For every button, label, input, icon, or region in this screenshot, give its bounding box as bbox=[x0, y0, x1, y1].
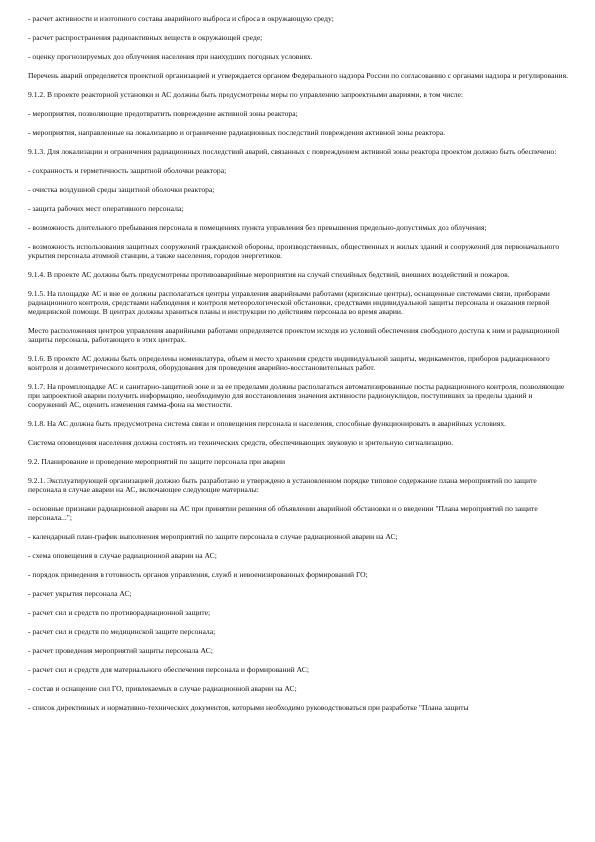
list-item: - схема оповещения в случае радиационной аварии на АС; bbox=[28, 551, 217, 560]
list-item: - расчет распространения радиоактивных веществ в окружающей среде; bbox=[28, 33, 263, 42]
list-item: - очистка воздушной среды защитной оболочки реактора; bbox=[28, 185, 215, 194]
paragraph: 9.2.1. Эксплуатирующей организацией должно быть разработано и утверждено в установленном порядке типовое содержание плана мероприятий по защите персонала в случае аварии на АС, включающее следующие материалы: bbox=[28, 476, 537, 494]
document-page bbox=[28, 14, 568, 722]
paragraph: 9.1.4. В проекте АС должны быть предусмотрены противоаварийные мероприятия на случай стихийных бедствий, внешних воздействий и пожаров. bbox=[28, 270, 510, 279]
paragraph: Перечень аварий определяется проектной организацией и утверждается органом Федерального надзора России по согласованию с органами надзора и регулирования. bbox=[28, 71, 568, 80]
paragraph: 9.1.8. На АС должна быть предусмотрена система связи и оповещения персонала и населения, способные функционировать в аварийных условиях. bbox=[28, 419, 507, 428]
list-item: - защита рабочих мест оперативного персонала; bbox=[28, 204, 184, 213]
paragraph: 9.1.7. На промплощадке АС и санитарно-защитной зоне и за ее пределами должны располагаться автоматизированные посты радиационного контроля, позволяющие при запроектной аварии получить информацию, необходимую для восстановления значения активности радионуклидов, поступивших за пределы зданий и сооружений АС, оценить изменения гамма-фона на местности. bbox=[28, 382, 565, 409]
list-item: - состав и оснащение сил ГО, привлекаемых в случае радиационной аварии на АС; bbox=[28, 684, 297, 693]
paragraph: 9.1.2. В проекте реакторной установки и АС должны быть предусмотрены меры по управлению запроектными авариями, в том числе: bbox=[28, 90, 463, 99]
list-item: - расчет проведения мероприятий защиты персонала АС; bbox=[28, 646, 213, 655]
list-item: - оценку прогнозируемых доз облучения населения при наихудших погодных условиях. bbox=[28, 52, 313, 61]
list-item: - расчет сил и средств по противорадиационной защите; bbox=[28, 608, 211, 617]
paragraph: 9.1.6. В проекте АС должны быть определены номенклатура, объем и место хранения средств индивидуальной защиты, медикаментов, приборов радиационного контроля и дозиметрического контроля, оборудования для проведения аварийно-восстановительных работ. bbox=[28, 354, 550, 372]
list-item: - расчет сил и средств по медицинской защите персонала; bbox=[28, 627, 216, 636]
paragraph: Место расположения центров управления аварийными работами определяется проектом исходя из условий обеспечения свободного доступа к ним и радиационной защиты персонала, работающего в этих центрах. bbox=[28, 326, 560, 344]
paragraph: 9.1.5. На площадке АС и вне ее должны располагаться центры управления аварийными работами (кризисные центры), оснащенные системами связи, приборами радиационного контроля, средствами наблюдения и контроля метеорологической обстановки, средствами индивидуальной защиты персонала и оказания первой медицинской помощи. В центрах должны храниться планы и инструкции по действиям персонала во время аварии. bbox=[28, 289, 550, 316]
list-item: - расчет укрытия персонала АС; bbox=[28, 589, 132, 598]
paragraph: 9.1.3. Для локализации и ограничения радиационных последствий аварий, связанных с повреждением активной зоны реактора проектом должно быть обеспечено: bbox=[28, 147, 557, 156]
list-item: - основные признаки радиационной аварии на АС при принятии решения об объявлении аварийной обстановки и о введении "Плана мероприятий по защите персонала..."; bbox=[28, 504, 538, 522]
list-item: - сохранность и герметичность защитной оболочки реактора; bbox=[28, 166, 227, 175]
list-item: - мероприятия, позволяющие предотвратить повреждение активной зоны реактора; bbox=[28, 109, 298, 118]
list-item: - мероприятия, направленные на локализацию и ограничение радиационных последствий повреждения активной зоны реактора. bbox=[28, 128, 446, 137]
list-item: - возможность длительного пребывания персонала в помещениях пункта управления без превышения предельно-допустимых доз облучения; bbox=[28, 223, 487, 232]
list-item: - список директивных и нормативно-технических документов, которыми необходимо руководствоваться при разработке "Плана защиты bbox=[28, 703, 469, 712]
list-item: - расчет сил и средств для материального обеспечения персонала и формирований АС; bbox=[28, 665, 309, 674]
list-item: - расчет активности и изотопного состава аварийного выброса и сброса в окружающую среду; bbox=[28, 14, 334, 23]
list-item: - календарный план-график выполнения мероприятий по защите персонала в случае радиационной аварии на АС; bbox=[28, 532, 398, 541]
paragraph: Система оповещения населения должна состоять из технических средств, обеспечивающих звуковую и зрительную сигнализацию. bbox=[28, 438, 454, 447]
list-item: - порядок приведения в готовность органов управления, служб и невоенизированных формирований ГО; bbox=[28, 570, 368, 579]
section-heading: 9.2. Планирование и проведение мероприятий по защите персонала при аварии bbox=[28, 457, 286, 466]
list-item: - возможность использования защитных сооружений гражданской обороны, производственных, общественных и жилых зданий и сооружений для первоначального укрытия персонала атомной станции, а также населения, городов энергетиков. bbox=[28, 242, 560, 260]
